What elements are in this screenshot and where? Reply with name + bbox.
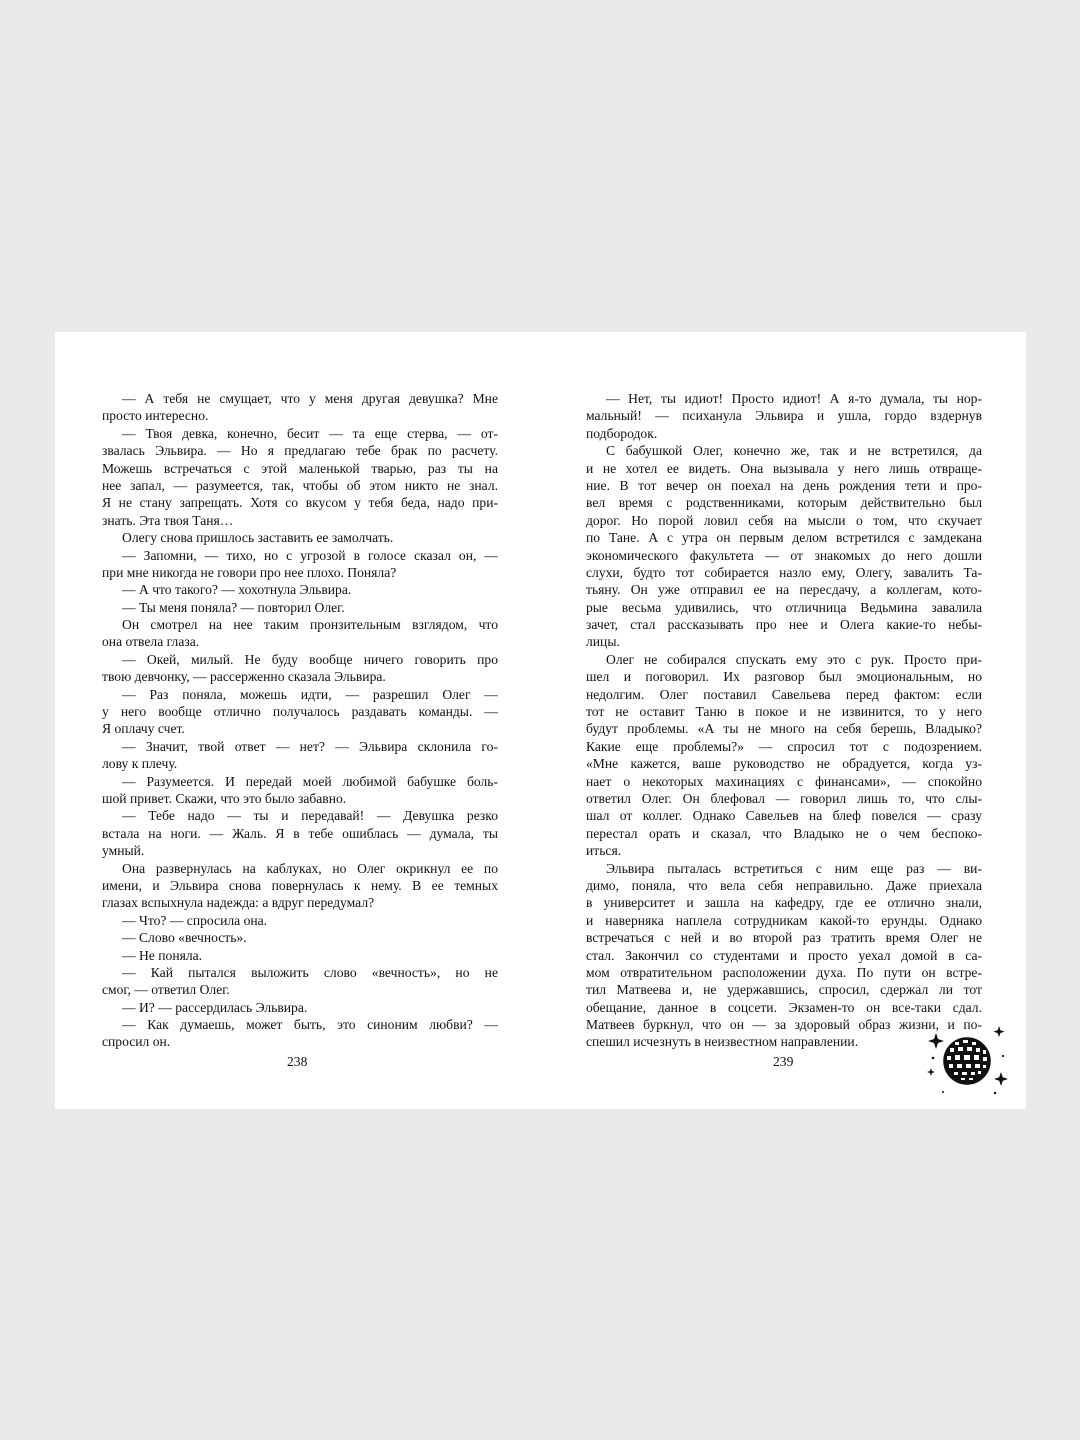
text-line: шой привет. Скажи, что это было забавно. [102, 790, 347, 806]
text-line: зачет, стал рассказывать про нее и Олега какие-то небы- [586, 617, 982, 633]
text-line: лову к плечу. [102, 756, 178, 772]
text-line: твою девчонку, — рассерженно сказала Эльвира. [102, 669, 386, 685]
text-line: звалась Эльвира. — Но я предлагаю тебе брак по расчету. [102, 443, 498, 459]
book-spread [55, 332, 1026, 1109]
text-line: ние. В тот вечер он поехал на день рождения тети и про- [586, 477, 982, 493]
text-line: встала на ноги. — Жаль. Я в тебе ошиблась — думала, ты [102, 825, 498, 841]
text-line: у него вообще отлично получалось раздавать команды. — [102, 704, 498, 720]
text-line: мальный! — психанула Эльвира и ушла, гордо вздернув [586, 408, 982, 424]
text-line: — А тебя не смущает, что у меня другая девушка? Мне [122, 391, 498, 406]
text-line: — Нет, ты идиот! Просто идиот! А я-то думала, ты нор- [606, 391, 982, 406]
text-line: — А что такого? — хохотнула Эльвира. [122, 582, 352, 598]
text-line: по Тане. А с утра он первым делом встретился с замдекана [586, 530, 982, 546]
text-line: подбородок. [586, 425, 658, 441]
text-line: Матвеев буркнул, что он — за здоровый образ жизни, и по- [586, 1017, 982, 1033]
text-line: знать. Эта твоя Таня… [102, 512, 234, 528]
text-line: перестал орать и сказал, что Владыко не о чем беспоко- [586, 825, 982, 841]
text-line: лицы. [586, 634, 620, 650]
right-page-number: 239 [773, 1054, 794, 1069]
text-line: димо, поняла, что вела себя неправильно. Даже приехала [586, 877, 982, 893]
text-line: ответил Олег. Он блефовал — говорил лишь то, что слы- [586, 790, 982, 806]
text-line: Можешь встречаться с этой маленькой тварью, раз ты на [102, 460, 498, 476]
text-line: — И? — рассердилась Эльвира. [122, 999, 308, 1015]
text-line: дорог. Но порой ловил себя на мысли о том, что скучает [586, 512, 982, 528]
text-line: шел и поговорил. Их разговор был эмоциональным, но [586, 669, 982, 685]
text-line: стал. Закончил со студентами и просто уехал домой в са- [586, 947, 982, 963]
text-line: — Разумеется. И передай моей любимой бабушке боль- [122, 773, 498, 789]
text-line: Олегу снова пришлось заставить ее замолчать. [122, 530, 394, 546]
text-line: недолгим. Олег поставил Савельева перед фактом: если [586, 686, 982, 702]
left-page-number: 238 [287, 1054, 308, 1069]
text-line: будут проблемы. «А ты не много на себя берешь, Владыко? [586, 721, 982, 737]
text-line: тьяну. Он уже отправил ее на пересдачу, а коллегам, кото- [586, 582, 982, 598]
text-line: — Окей, милый. Не буду вообще ничего говорить про [122, 651, 498, 667]
text-line: рые весьма удивились, что отличница Ведьмина завалила [586, 599, 982, 615]
text-line: просто интересно. [102, 408, 209, 424]
text-line: Какие еще проблемы?» — спросил тот с подозрением. [586, 738, 982, 754]
text-line: тот не оставит Таню в покое и не извинится, то у него [586, 704, 982, 720]
text-line: — Не поняла. [122, 947, 203, 963]
text-line: при мне никогда не говори про нее плохо. Поняла? [102, 564, 397, 580]
text-line: — Запомни, — тихо, но с угрозой в голосе сказал он, — [122, 547, 498, 563]
text-line: экономического факультета — от знакомых до него дошли [586, 547, 982, 563]
text-line: Олег не собирался спускать ему это с рук. Просто при- [606, 651, 982, 667]
text-line: Она развернулась на каблуках, но Олег окрикнул ее по [122, 860, 498, 876]
text-line: — Твоя девка, конечно, бесит — та еще стерва, — от- [122, 425, 498, 441]
right-page-text [586, 390, 982, 1051]
text-line: мом отвратительном расположении духа. По пути он встре- [586, 964, 982, 980]
text-line: умный. [102, 843, 145, 859]
text-line: — Кай пытался выложить слово «вечность», но не [122, 964, 498, 980]
text-line: имени, и Эльвира снова повернулась к нему. В ее темных [102, 877, 498, 893]
text-line: Я оплачу счет. [102, 721, 185, 737]
text-line: спросил он. [102, 1034, 171, 1050]
text-line: встречаться с ней и во второй раз тратить время Олег не [586, 930, 982, 946]
text-line: шал от коллег. Однако Савельев на блеф повелся — сразу [586, 808, 982, 824]
text-line: и не хотел ее видеть. Она вызывала у него лишь отвраще- [586, 460, 982, 476]
text-line: и наверняка наплела сотрудникам какой-то ерунды. Однако [586, 912, 982, 928]
text-line: Он смотрел на нее таким пронзительным взглядом, что [122, 617, 498, 633]
text-line: Эльвира пыталась встретиться с ним еще раз — ви- [606, 860, 982, 876]
text-line: спешил исчезнуть в неизвестном направлении. [586, 1034, 859, 1050]
text-line: — Ты меня поняла? — повторил Олег. [122, 599, 345, 615]
text-line: — Тебе надо — ты и передавай! — Девушка резко [122, 808, 498, 824]
text-line: «Мне кажется, ваше руководство не обрадуется, когда уз- [586, 756, 982, 772]
text-line: тил Матвеева и, не удержавшись, спросил, сдержал ли тот [586, 982, 982, 998]
text-line: обещание, данное в соцсети. Экзамен-то он все-таки сдал. [586, 999, 982, 1015]
text-line: иться. [586, 843, 622, 859]
text-line: слухи, будто тот собирается назло ему, Олегу, завалить Та- [586, 564, 982, 580]
disco-ball-icon [925, 1018, 1009, 1102]
text-line: — Что? — спросила она. [122, 912, 268, 928]
text-line: — Как думаешь, может быть, это синоним любви? — [122, 1017, 498, 1033]
left-page-text [102, 390, 498, 1051]
text-line: в университет и зашла на кафедру, где ее отлично знали, [586, 895, 982, 911]
text-line: С бабушкой Олег, конечно же, так и не встретился, да [606, 443, 982, 459]
text-line: нает о некоторых махинациях с финансами», — спокойно [586, 773, 982, 789]
text-line: Я не стану запрещать. Хотя со вкусом у тебя беда, надо при- [102, 495, 498, 511]
text-line: — Слово «вечность». [122, 930, 247, 946]
text-line: вел время с родственниками, которым действительно был [586, 495, 982, 511]
text-line: глазах вспыхнула надежда: а вдруг передумал? [102, 895, 375, 911]
text-line: смог, — ответил Олег. [102, 982, 230, 998]
text-line: — Значит, твой ответ — нет? — Эльвира склонила го- [122, 738, 498, 754]
text-line: нее запал, — разумеется, так, чтобы об этом никто не знал. [102, 477, 498, 493]
text-line: она отвела глаза. [102, 634, 200, 650]
text-line: — Раз поняла, можешь идти, — разрешил Олег — [122, 686, 498, 702]
